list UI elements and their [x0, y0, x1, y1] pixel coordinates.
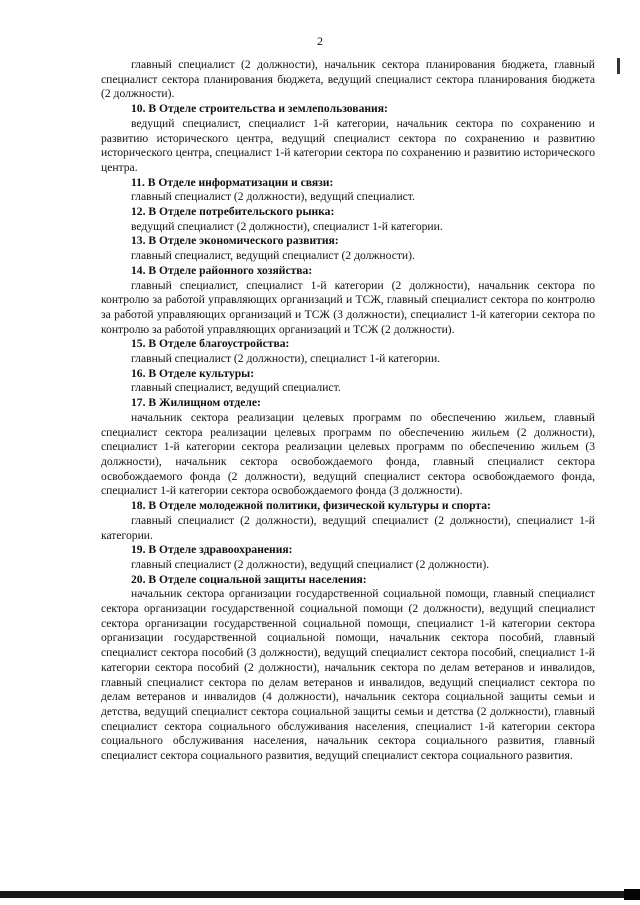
- section-18-text: главный специалист (2 должности), ведущий специалист (2 должности), специалист 1-й категории.: [101, 513, 595, 542]
- section-11-text: главный специалист (2 должности), ведущий специалист.: [131, 190, 415, 204]
- section-14-text: главный специалист, специалист 1-й категории (2 должности), начальник сектора по контролю за работой управляющих организаций и ТСЖ, главный специалист сектора по контролю за работой управляющих организаций и ТСЖ (3 должности), специалист 1-й категории сектора по контролю за работой управляющих организаций и ТСЖ (2 должности).: [101, 278, 595, 336]
- scan-edge-mark: [617, 58, 620, 74]
- section-19-text: главный специалист (2 должности), ведущий специалист (2 должности).: [131, 557, 490, 571]
- section-17-heading: 17. В Жилищном отделе:: [131, 396, 261, 410]
- section-15-text: главный специалист (2 должности), специалист 1-й категории.: [131, 352, 441, 366]
- scan-border-corner: [624, 889, 640, 900]
- section-14-heading: 14. В Отделе районного хозяйства:: [131, 263, 313, 277]
- section-10-text: ведущий специалист, специалист 1-й категории, начальник сектора по сохранению и развитию исторического центра, ведущий специалист сектора по сохранению и развитию исторического центра, специалист 1-й категории сектора по сохранению и развитию исторического центра.: [101, 116, 595, 174]
- document-body: [101, 58, 595, 764]
- section-20-heading: 20. В Отделе социальной защиты населения:: [131, 572, 367, 586]
- section-11-heading: 11. В Отделе информатизации и связи:: [131, 175, 334, 189]
- section-10-heading: 10. В Отделе строительства и землепользования:: [131, 102, 388, 116]
- section-13-heading: 13. В Отделе экономического развития:: [131, 234, 339, 248]
- section-16-heading: 16. В Отделе культуры:: [131, 366, 255, 380]
- section-18-heading: 18. В Отделе молодежной политики, физической культуры и спорта:: [131, 499, 491, 513]
- page-number: 2: [317, 34, 323, 48]
- scan-border-bar: [0, 891, 640, 898]
- section-16-text: главный специалист, ведущий специалист.: [131, 381, 341, 395]
- section-12-heading: 12. В Отделе потребительского рынка:: [131, 205, 335, 219]
- section-15-heading: 15. В Отделе благоустройства:: [131, 337, 290, 351]
- intro-paragraph: главный специалист (2 должности), начальник сектора планирования бюджета, главный специалист сектора планирования бюджета, ведущий специалист сектора планирования бюджета (2 должности).: [101, 58, 595, 101]
- section-17-text: начальник сектора реализации целевых программ по обеспечению жильем, главный специалист сектора реализации целевых программ по обеспечению жильем (2 должности), специалист 1-й категории сектора реализации целевых программ по обеспечению жильем (3 должности), начальник сектора освобождаемого фонда, главный специалист сектора освобождаемого фонда (2 должности), ведущий специалист сектора освобождаемого фонда, специалист 1-й категории сектора освобождаемого фонда (3 должности).: [101, 410, 595, 498]
- section-13-text: главный специалист, ведущий специалист (2 должности).: [131, 249, 415, 263]
- section-12-text: ведущий специалист (2 должности), специалист 1-й категории.: [131, 219, 443, 233]
- section-19-heading: 19. В Отделе здравоохранения:: [131, 543, 293, 557]
- section-20-text: начальник сектора организации государственной социальной помощи, главный специалист сектора организации государственной социальной помощи (2 должности), ведущий специалист сектора организации государственной социальной помощи, специалист 1-й категории сектора организации государственной социальной помощи, начальник сектора пособий, главный специалист сектора пособий (3 должности), ведущий специалист сектора пособий, специалист 1-й категории сектора пособий (2 должности), начальник сектора по делам ветеранов и инвалидов, главный специалист сектора по делам ветеранов и инвалидов, ведущий специалист сектора по делам ветеранов и инвалидов (4 должности), начальник сектора социальной защиты семьи и детства, ведущий специалист сектора социальной защиты семьи и детства (2 должности), главный специалист сектора социального обслуживания населения, специалист 1-й категории сектора социального обслуживания населения, начальник сектора социального развития, главный специалист сектора социального развития, ведущий специалист сектора социального развития.: [101, 587, 595, 763]
